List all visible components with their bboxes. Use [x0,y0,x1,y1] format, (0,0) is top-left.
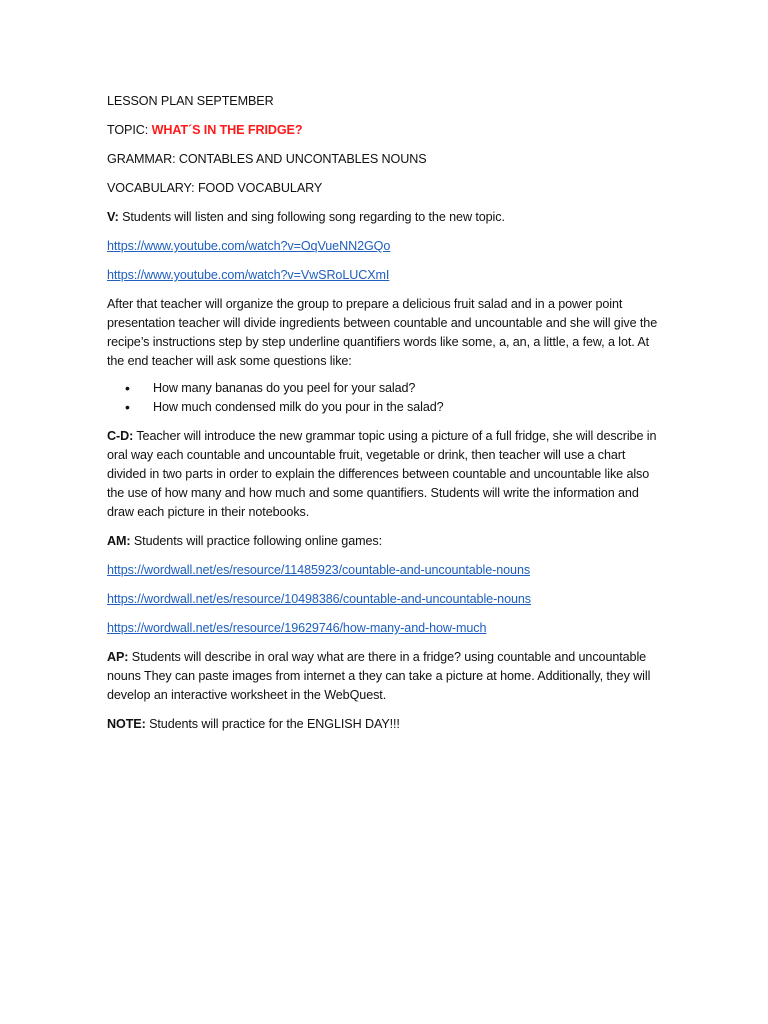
wordwall-link-2[interactable]: https://wordwall.net/es/resource/10498386/countable-and-uncountable-nouns [107,592,531,606]
note-section [107,715,662,734]
wordwall-link-1-line [107,561,662,580]
youtube-link-2-line [107,266,662,285]
wordwall-link-1[interactable]: https://wordwall.net/es/resource/11485923/countable-and-uncountable-nouns [107,563,531,577]
wordwall-link-3[interactable]: https://wordwall.net/es/resource/19629746/how-many-and-how-much [107,621,487,635]
lesson-title: LESSON PLAN SEPTEMBER [107,94,274,108]
ap-text: Students will describe in oral way what are there in a fridge? using countable and uncountable nouns They can paste images from internet a they can take a picture at home. Additionally, they will develop an interactive worksheet in the WebQuest. [107,650,651,702]
v-text: Students will listen and sing following song regarding to the new topic. [118,210,505,224]
cd-section [107,427,662,522]
topic-line [107,121,662,140]
wordwall-link-2-line [107,590,662,609]
cd-label: C-D: [107,429,134,443]
ap-label: AP: [107,650,129,664]
ap-section [107,648,662,705]
v-label: V: [107,210,119,224]
list-item: • How much condensed milk do you pour in the salad? [107,398,662,417]
vocabulary-line: VOCABULARY: FOOD VOCABULARY [107,181,323,195]
youtube-link-1[interactable]: https://www.youtube.com/watch?v=OqVueNN2GQo [107,239,391,253]
am-label: AM: [107,534,131,548]
grammar-line: GRAMMAR: CONTABLES AND UNCONTABLES NOUNS [107,152,427,166]
note-text: Students will practice for the ENGLISH DAY!!! [145,717,400,731]
youtube-link-2[interactable]: https://www.youtube.com/watch?v=VwSRoLUCXmI [107,268,390,282]
am-section [107,532,662,551]
cd-text: Teacher will introduce the new grammar topic using a picture of a full fridge, she will describe in oral way each countable and uncountable fruit, vegetable or drink, then teacher will use a chart divided in two parts in order to explain the differences between countable and uncountable like also the use of how many and how much and some quantifiers. Students will write the information and draw each picture in their notebooks. [107,429,657,519]
am-text: Students will practice following online games: [130,534,382,548]
list-item: • How many bananas do you peel for your salad? [107,379,662,398]
after-paragraph: After that teacher will organize the group to prepare a delicious fruit salad and in a power point presentation teacher will divide ingredients between countable and uncountable and she will give the recipe’s instructions step by step underline quantifiers words like some, a, an, a little, a few, a lot. At the end teacher will ask some questions like: [107,297,658,368]
wordwall-link-3-line [107,619,662,638]
topic-value: WHAT´S IN THE FRIDGE? [151,123,303,137]
note-label: NOTE: [107,717,146,731]
questions-list [107,379,662,417]
topic-label: TOPIC: [107,123,152,137]
v-section [107,208,662,227]
youtube-link-1-line [107,237,662,256]
document-page [107,92,662,744]
